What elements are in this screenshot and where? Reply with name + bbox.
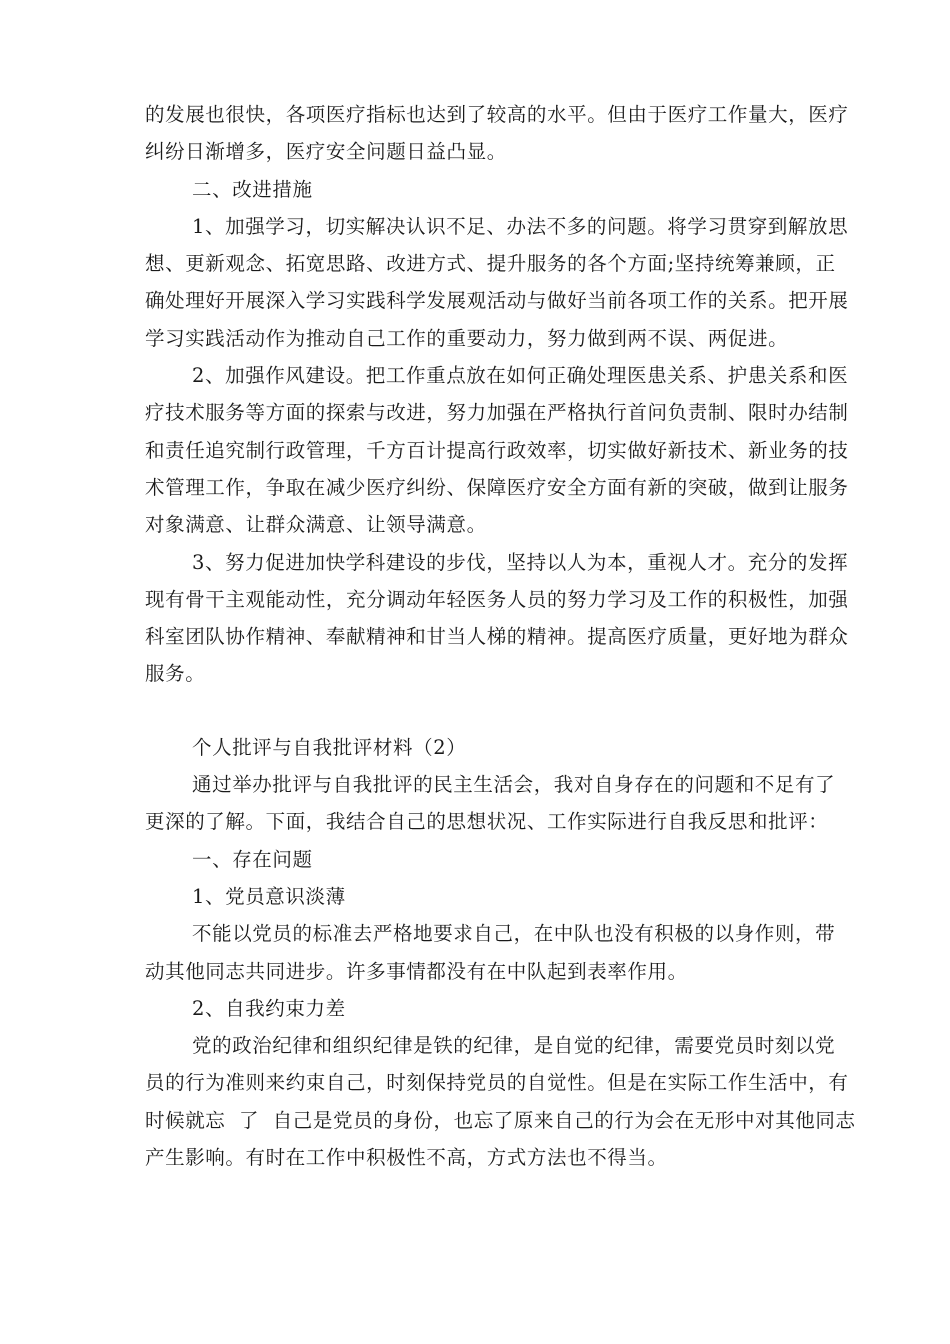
paragraph-line: 1、加强学习，切实解决认识不足、办法不多的问题。将学习贯穿到解放思 [192,214,849,238]
paragraph-line: 科室团队协作精神、奉献精神和甘当人梯的精神。提高医疗质量，更好地为群众 [145,625,849,649]
paragraph-line: 更深的了解。下面，我结合自己的思想状况、工作实际进行自我反思和批评： [145,810,829,834]
document-section-title: 个人批评与自我批评材料（2） [192,735,467,759]
section-spacer [145,693,817,729]
subheading-self-discipline: 2、自我约束力差 [192,996,346,1020]
paragraph-line: 员的行为准则来约束自己，时刻保持党员的自觉性。但是在实际工作生活中，有 [145,1071,849,1095]
paragraph-line: 和责任追究制行政管理，千方百计提高行政效率，切实做好新技术、新业务的技 [145,438,849,462]
paragraph-line: 疗技术服务等方面的探索与改进，努力加强在严格执行首问负责制、限时办结制 [145,401,849,425]
paragraph-line: 服务。 [145,662,206,686]
paragraph-line: 不能以党员的标准去严格地要求自己，在中队也没有积极的以身作则，带 [192,922,836,946]
paragraph-line: 确处理好开展深入学习实践科学发展观活动与做好当前各项工作的关系。把开展 [145,289,849,313]
paragraph-line: 通过举办批评与自我批评的民主生活会，我对自身存在的问题和不足有了 [192,773,836,797]
paragraph-line: 动其他同志共同进步。许多事情都没有在中队起到表率作用。 [145,959,688,983]
paragraph-line: 产生影响。有时在工作中积极性不高，方式方法也不得当。 [145,1146,668,1170]
paragraph-line: 的发展也很快，各项医疗指标也达到了较高的水平。但由于医疗工作量大，医疗 [145,103,849,126]
paragraph-line: 党的政治纪律和组织纪律是铁的纪律，是自觉的纪律，需要党员时刻以党 [192,1034,836,1058]
paragraph-line: 现有骨干主观能动性，充分调动年轻医务人员的努力学习及工作的积极性，加强 [145,587,849,611]
paragraph-line: 想、更新观念、拓宽思路、改进方式、提升服务的各个方面;坚持统筹兼顾，正 [145,252,836,276]
section-heading-improvements: 二、改进措施 [192,177,313,201]
section-heading-problems: 一、存在问题 [192,847,313,871]
paragraph-line: 纠纷日渐增多，医疗安全问题日益凸显。 [145,140,507,164]
paragraph-line: 2、加强作风建设。把工作重点放在如何正确处理医患关系、护患关系和医 [192,364,849,388]
paragraph-line: 3、努力促进加快学科建设的步伐，坚持以人为本，重视人才。充分的发挥 [192,550,849,574]
paragraph-line: 学习实践活动作为推动自己工作的重要动力，努力做到两不误、两促进。 [145,326,789,350]
document-body [145,96,856,1176]
paragraph-line: 术管理工作，争取在减少医疗纠纷、保障医疗安全方面有新的突破，做到让服务 [145,475,849,499]
paragraph-line: 时候就忘 了 自己是党员的身份，也忘了原来自己的行为会在无形中对其他同志 [145,1108,856,1132]
subheading-party-awareness: 1、党员意识淡薄 [192,884,346,908]
paragraph-line: 对象满意、让群众满意、让领导满意。 [145,513,487,537]
